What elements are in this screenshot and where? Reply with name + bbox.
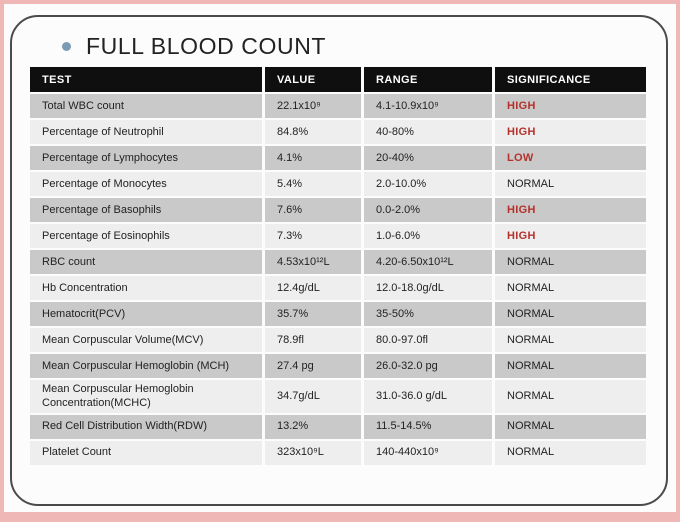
column-header-value: VALUE	[265, 67, 361, 92]
test-cell: Mean Corpuscular Hemoglobin Concentration(MCHC)	[30, 380, 262, 413]
significance-cell: HIGH	[495, 120, 646, 144]
table-row	[30, 198, 646, 222]
significance-cell: HIGH	[495, 198, 646, 222]
significance-cell: LOW	[495, 146, 646, 170]
value-cell: 27.4 pg	[265, 354, 361, 378]
table-body	[30, 94, 646, 465]
column-header-range: RANGE	[364, 67, 492, 92]
table-row	[30, 250, 646, 274]
range-cell: 26.0-32.0 pg	[364, 354, 492, 378]
range-cell: 0.0-2.0%	[364, 198, 492, 222]
range-cell: 31.0-36.0 g/dL	[364, 380, 492, 413]
range-cell: 1.0-6.0%	[364, 224, 492, 248]
table-row	[30, 328, 646, 352]
value-cell: 12.4g/dL	[265, 276, 361, 300]
test-cell: RBC count	[30, 250, 262, 274]
bullet-icon	[62, 42, 71, 51]
significance-cell: NORMAL	[495, 328, 646, 352]
value-cell: 5.4%	[265, 172, 361, 196]
table-header-row	[30, 67, 646, 92]
range-cell: 80.0-97.0fl	[364, 328, 492, 352]
table-row	[30, 302, 646, 326]
range-cell: 4.1-10.9x10⁹	[364, 94, 492, 118]
test-cell: Total WBC count	[30, 94, 262, 118]
table-row	[30, 120, 646, 144]
significance-cell: NORMAL	[495, 354, 646, 378]
range-cell: 20-40%	[364, 146, 492, 170]
table-row	[30, 380, 646, 413]
significance-cell: NORMAL	[495, 276, 646, 300]
table-row	[30, 441, 646, 465]
table-row	[30, 415, 646, 439]
significance-cell: NORMAL	[495, 441, 646, 465]
test-cell: Percentage of Basophils	[30, 198, 262, 222]
page-title: FULL BLOOD COUNT	[86, 33, 327, 59]
test-cell: Percentage of Eosinophils	[30, 224, 262, 248]
test-cell: Percentage of Neutrophil	[30, 120, 262, 144]
range-cell: 2.0-10.0%	[364, 172, 492, 196]
table-row	[30, 224, 646, 248]
significance-cell: NORMAL	[495, 415, 646, 439]
value-cell: 13.2%	[265, 415, 361, 439]
test-cell: Percentage of Monocytes	[30, 172, 262, 196]
value-cell: 7.6%	[265, 198, 361, 222]
value-cell: 4.1%	[265, 146, 361, 170]
significance-cell: HIGH	[495, 94, 646, 118]
significance-cell: HIGH	[495, 224, 646, 248]
title-row	[62, 33, 326, 60]
value-cell: 22.1x10⁹	[265, 94, 361, 118]
significance-cell: NORMAL	[495, 172, 646, 196]
range-cell: 11.5-14.5%	[364, 415, 492, 439]
table-row	[30, 146, 646, 170]
range-cell: 4.20-6.50x10¹²L	[364, 250, 492, 274]
range-cell: 35-50%	[364, 302, 492, 326]
column-header-significance: SIGNIFICANCE	[495, 67, 646, 92]
table-row	[30, 276, 646, 300]
range-cell: 40-80%	[364, 120, 492, 144]
table-row	[30, 354, 646, 378]
value-cell: 35.7%	[265, 302, 361, 326]
value-cell: 323x10⁹L	[265, 441, 361, 465]
range-cell: 12.0-18.0g/dL	[364, 276, 492, 300]
test-cell: Mean Corpuscular Hemoglobin (MCH)	[30, 354, 262, 378]
significance-cell: NORMAL	[495, 302, 646, 326]
value-cell: 84.8%	[265, 120, 361, 144]
test-cell: Mean Corpuscular Volume(MCV)	[30, 328, 262, 352]
test-cell: Percentage of Lymphocytes	[30, 146, 262, 170]
value-cell: 7.3%	[265, 224, 361, 248]
value-cell: 78.9fl	[265, 328, 361, 352]
test-cell: Platelet Count	[30, 441, 262, 465]
test-cell: Hematocrit(PCV)	[30, 302, 262, 326]
significance-cell: NORMAL	[495, 250, 646, 274]
value-cell: 34.7g/dL	[265, 380, 361, 413]
full-blood-count-table	[27, 65, 649, 467]
test-cell: Red Cell Distribution Width(RDW)	[30, 415, 262, 439]
column-header-test: TEST	[30, 67, 262, 92]
table-row	[30, 94, 646, 118]
value-cell: 4.53x10¹²L	[265, 250, 361, 274]
table-row	[30, 172, 646, 196]
test-cell: Hb Concentration	[30, 276, 262, 300]
significance-cell: NORMAL	[495, 380, 646, 413]
range-cell: 140-440x10⁹	[364, 441, 492, 465]
